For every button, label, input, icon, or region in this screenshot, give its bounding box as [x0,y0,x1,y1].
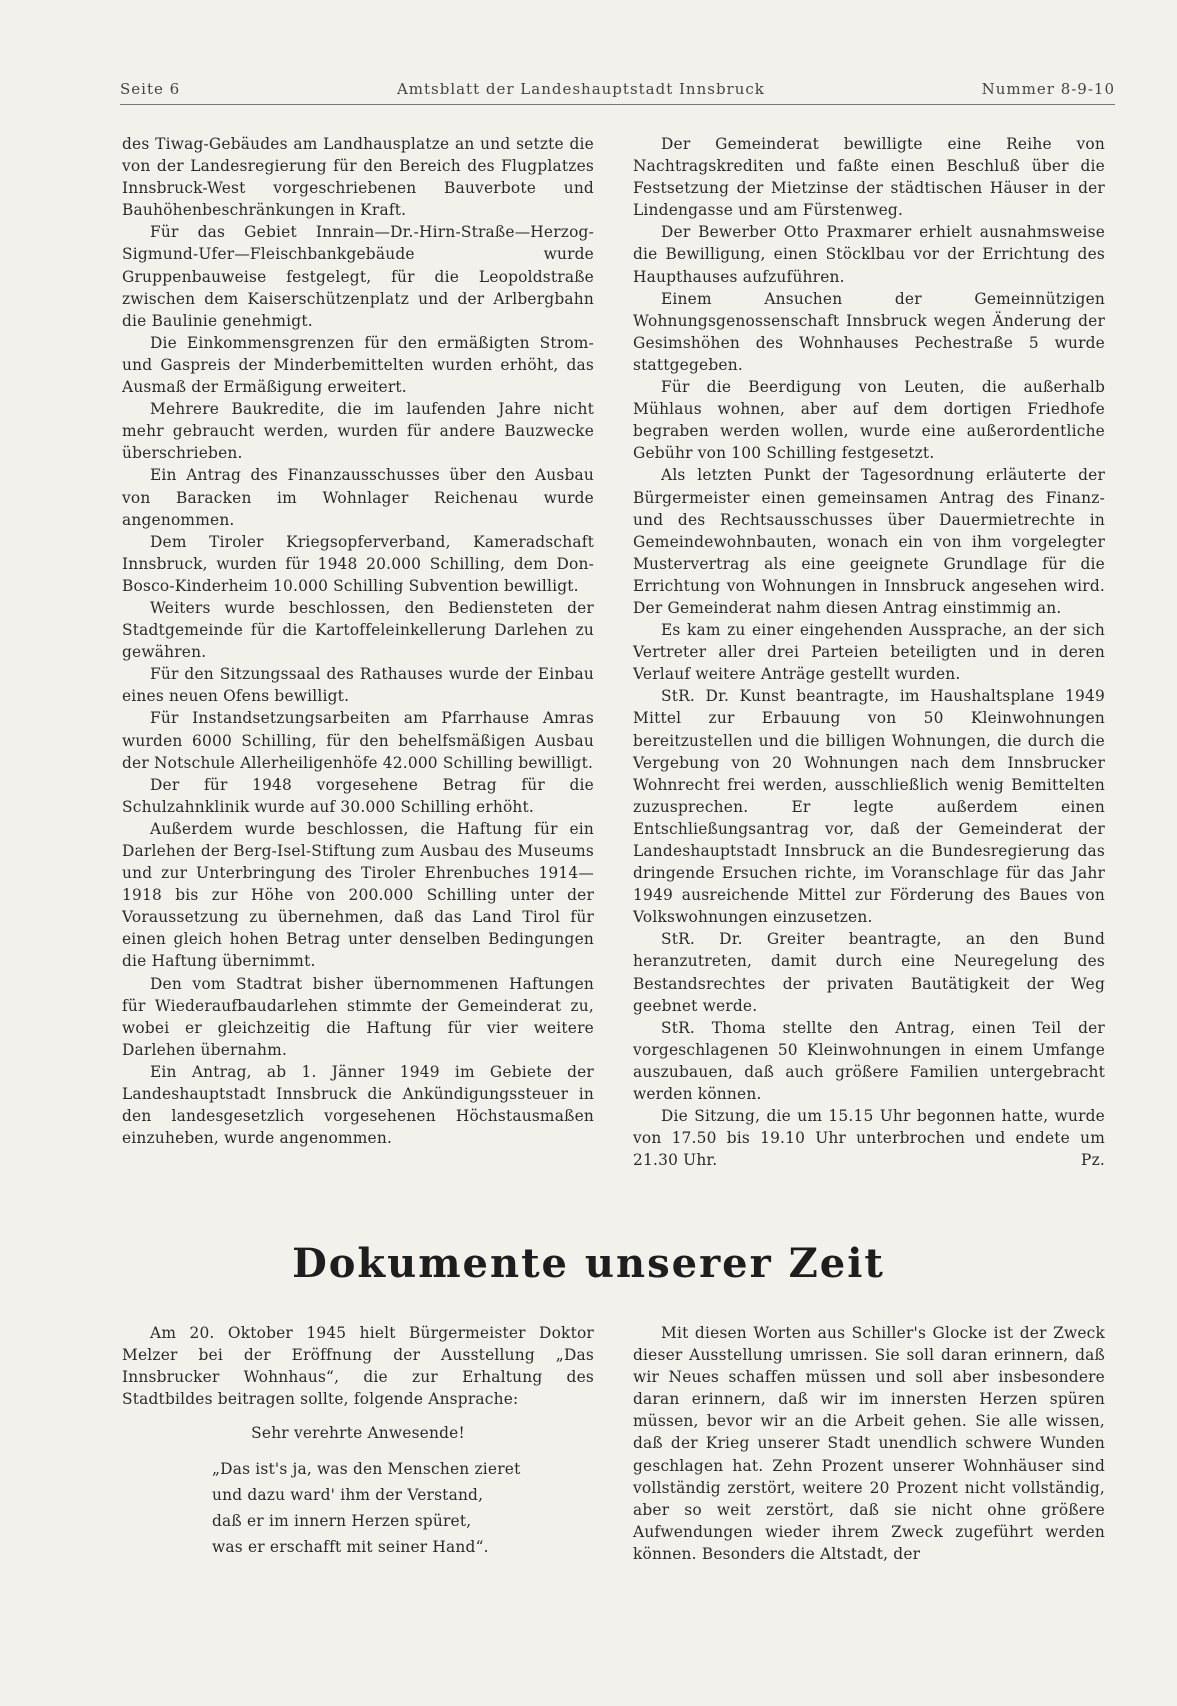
salutation: Sehr verehrte Anwesende! [251,1424,465,1443]
verse-line: was er erschafft mit seiner Hand“. [212,1538,489,1557]
paragraph: Für den Sitzungssaal des Rathauses wurde der Einbau eines neuen Ofens bewilligt. [122,665,594,706]
paragraph: Ein Antrag, ab 1. Jänner 1949 im Gebiete der Landeshauptstadt Innsbruck die Ankündigungssteuer in den landesgesetzlich vorgesehenen Höchstausmaßen einzuheben, wurde angenommen. [122,1062,594,1148]
paragraph: Für die Beerdigung von Leuten, die außerhalb Mühlaus wohnen, aber auf dem dortigen Friedhofe begraben werden wollen, wurde eine außerordentliche Gebühr von 100 Schilling festgesetzt. [633,378,1105,463]
schiller-verse [122,1456,594,1560]
speech-body-column [633,1322,1105,1565]
paragraph: Außerdem wurde beschlossen, die Haftung für ein Darlehen der Berg-Isel-Stiftung zum Ausbau des Museums und zur Unterbringung des Tiroler Ehrenbuches 1914—1918 bis zur Höhe von 200.000 Schilling unter der Voraussetzung zu übernehmen, daß das Land Tirol für einen gleich hohen Betrag unter denselben Bedingungen die Haftung übernimmt. [122,819,594,971]
closing-text: Die Sitzung, die um 15.15 Uhr begonnen hatte, wurde von 17.50 bis 19.10 Uhr unterbrochen und endete um 21.30 Uhr. [633,1107,1105,1170]
paragraph: Die Einkommensgrenzen für den ermäßigten Strom- und Gaspreis der Minderbemittelten wurden erhöht, das Ausmaß der Ermäßigung erweitert. [122,333,594,397]
paragraph: Weiters wurde beschlossen, den Bediensteten der Stadtgemeinde für die Kartoffeleinkellerung Darlehen zu gewähren. [122,598,594,662]
page-number: Seite 6 [120,80,181,98]
right-column [633,133,1105,1171]
closing-paragraph [633,1105,1105,1171]
paragraph: Der für 1948 vorgesehene Betrag für die Schulzahnklinik wurde auf 30.000 Schilling erhöht. [122,775,594,816]
paragraph: Als letzten Punkt der Tagesordnung erläuterte der Bürgermeister einen gemeinsamen Antrag des Finanz- und des Rechtsausschusses über Dauermietrechte in Gemeindewohnbauten, wonach ein von ihm vorgelegter Mustervertrag als eine geeignete Grundlage für die Errichtung von Wohnungen in Innsbruck angesehen wird. Der Gemeinderat nahm diesen Antrag einstimmig an. [633,466,1105,617]
publication-title: Amtsblatt der Landeshauptstadt Innsbruck [396,80,765,98]
paragraph: Einem Ansuchen der Gemeinnützigen Wohnungsgenossenschaft Innsbruck wegen Änderung der Gesimshöhen des Wohnhauses Pechestraße 5 wurde stattgegeben. [633,289,1105,374]
paragraph: StR. Dr. Kunst beantragte, im Haushaltsplane 1949 Mittel zur Erbauung von 50 Kleinwohnungen bereitzustellen und die billigen Wohnungen, die durch die Vergebung von 20 Wohnungen nach dem Innsbrucker Wohnrecht frei werden, ausschließlich wenig Bemittelten zuzusprechen. Er legte außerdem einen Entschließungsantrag vor, daß der Gemeinderat der Landeshauptstadt Innsbruck an die Bundesregierung das dringende Ersuchen richte, im Voranschlage für das Jahr 1949 ausreichende Mittel zur Förderung des Baues von Volkswohnungen einzusetzen. [633,687,1105,927]
author-signature: Pz. [1081,1151,1105,1170]
running-header [120,80,1115,98]
speech-intro-column [122,1322,594,1560]
header-rule [120,104,1115,105]
paragraph: Es kam zu einer eingehenden Aussprache, an der sich Vertreter aller drei Parteien beteiligten und in deren Verlauf weitere Anträge gestellt wurden. [633,621,1105,684]
paragraph: Mit diesen Worten aus Schiller's Glocke ist der Zweck dieser Ausstellung umrissen. Sie soll daran erinnern, daß wir Neues schaffen müssen und soll aber insbesondere daran erinnern, daß wir im innersten Herzen spüren müssen, bevor wir an die Arbeit gehen. Sie alle wissen, daß der Krieg unserer Stadt unendlich schwere Wunden geschlagen hat. Zehn Prozent unserer Wohnhäuser sind vollständig zerstört, weitere 20 Prozent nicht vollständig, aber so weit zerstört, daß sie nicht ohne größere Aufwendungen wieder ihrem Zweck zugeführt werden können. Besonders die Altstadt, der [633,1324,1105,1563]
left-column [122,133,594,1149]
verse-line: und dazu ward' ihm der Verstand, [212,1486,484,1505]
paragraph: StR. Thoma stellte den Antrag, einen Teil der vorgeschlagenen 50 Kleinwohnungen in einem Umfange auszubauen, daß auch größere Familien untergebracht werden können. [633,1018,1105,1104]
paragraph: Den vom Stadtrat bisher übernommenen Haftungen für Wiederaufbaudarlehen stimmte der Gemeinderat zu, wobei er gleichzeitig die Haftung für vier weitere Darlehen übernahm. [122,974,594,1059]
paragraph: Für Instandsetzungsarbeiten am Pfarrhause Amras wurden 6000 Schilling, für den behelfsmäßigen Ausbau der Notschule Allerheiligenhöfe 42.000 Schilling bewilligt. [122,709,594,772]
paragraph: Mehrere Baukredite, die im laufenden Jahre nicht mehr gebraucht werden, wurden für andere Bauzwecke überschrieben. [122,400,594,463]
section-title: Dokumente unserer Zeit [292,1240,885,1287]
paragraph: Ein Antrag des Finanzausschusses über den Ausbau von Baracken im Wohnlager Reichenau wurde angenommen. [122,466,594,529]
paragraph: Am 20. Oktober 1945 hielt Bürgermeister Doktor Melzer bei der Eröffnung der Ausstellung „Das Innsbrucker Wohnhaus“, die zur Erhaltung des Stadtbildes beitragen sollte, folgende Ansprache: [122,1324,594,1409]
paragraph: Der Gemeinderat bewilligte eine Reihe von Nachtragskrediten und faßte einen Beschluß über die Festsetzung der Mietzinse der städtischen Häuser in der Lindengasse und am Fürstenweg. [633,135,1105,220]
verse-line: daß er im innern Herzen spüret, [212,1512,472,1531]
paragraph: Der Bewerber Otto Praxmarer erhielt ausnahmsweise die Bewilligung, einen Stöcklbau vor der Errichtung des Haupthauses aufzuführen. [633,223,1105,286]
verse-line: „Das ist's ja, was den Menschen zieret [212,1460,521,1479]
paragraph: des Tiwag-Gebäudes am Landhausplatze an und setzte die von der Landesregierung für den Bereich des Flugplatzes Innsbruck-West vorgeschriebenen Bauverbote und Bauhöhenbeschränkungen in Kraft. [122,135,594,220]
paragraph: Für das Gebiet Innrain—Dr.-Hirn-Straße—Herzog-Sigmund-Ufer—Fleischbankgebäude wurde Gruppenbauweise festgelegt, für die Leopoldstraße zwischen dem Kaiserschützenplatz und der Arlbergbahn die Baulinie genehmigt. [122,223,594,330]
paragraph: StR. Dr. Greiter beantragte, an den Bund heranzutreten, damit durch eine Neuregelung des Bestandsrechtes der privaten Bautätigkeit der Weg geebnet werde. [633,930,1105,1015]
issue-number: Nummer 8-9-10 [981,80,1115,98]
paragraph: Dem Tiroler Kriegsopferverband, Kameradschaft Innsbruck, wurden für 1948 20.000 Schilling, dem Don-Bosco-Kinderheim 10.000 Schilling Subvention bewilligt. [122,532,594,595]
